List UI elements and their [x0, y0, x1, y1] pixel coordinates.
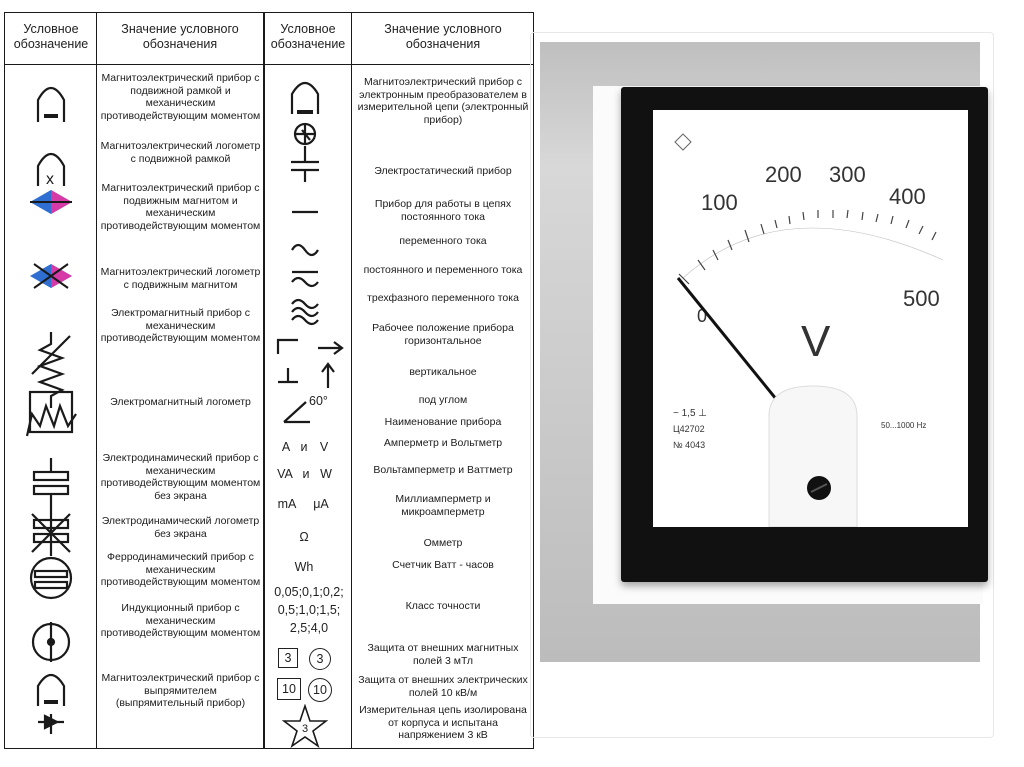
- scale-label-500: 500: [903, 286, 940, 311]
- vertical-position-icon: [278, 368, 298, 382]
- left-symbols-column: [24, 74, 78, 734]
- horizontal-position-icon: [278, 340, 298, 354]
- magnetic-protection-circle: 3: [309, 648, 331, 670]
- left-row-3-label: Магнитоэлектрический прибор с подвижным магнитом и механическим противодействующим моментом: [100, 182, 261, 232]
- left-row-8-label: Электродинамический логометр без экрана: [101, 515, 260, 540]
- header-symbol-left: Условное обозначение: [13, 22, 89, 51]
- right-row-3-label: Прибор для работы в цепях постоянного тока: [374, 198, 512, 223]
- left-row-5-label: Электромагнитный прибор с механическим противодействующим моментом: [100, 307, 261, 345]
- table-col-divider: [263, 12, 265, 749]
- right-row-7-label: Рабочее положение прибора горизонтальное: [372, 322, 514, 347]
- table-col-divider: [351, 12, 352, 749]
- left-row-7-label: Электродинамический прибор с механическим противодействующим моментом без экрана: [100, 452, 261, 502]
- right-row-1-label: Магнитоэлектрический прибор с электронным преобразователем в измерительной цепи (электронный прибор): [357, 76, 529, 126]
- left-row-11-label: Магнитоэлектрический прибор с выпрямителем (выпрямительный прибор): [101, 672, 260, 710]
- three-phase-icon: [292, 300, 318, 324]
- unit-label: V: [801, 317, 831, 366]
- right-row-19-label: Измерительная цепь изолирована от корпуса и испытана напряжением 3 кВ: [359, 704, 527, 742]
- model-label: Ц42702: [673, 424, 705, 434]
- right-row-6-label: трехфазного переменного тока: [367, 292, 519, 304]
- right-row-16-label: Класс точности: [405, 600, 481, 612]
- ac-dc-icon: [292, 272, 318, 286]
- electrostatic-icon: [291, 146, 319, 182]
- left-row-1-label: Магнитоэлектрический прибор с подвижной рамкой и механическим противодействующим моментом: [100, 72, 261, 122]
- svg-text:x: x: [46, 171, 54, 188]
- right-row-15-label: Счетчик Ватт - часов: [392, 559, 494, 571]
- ohm-mark: Ω: [299, 530, 309, 544]
- serial-label: № 4043: [673, 440, 706, 450]
- needle: [678, 278, 785, 410]
- moving-magnet-icon: [30, 190, 72, 214]
- moving-magnet-ratiometer-icon: [30, 264, 72, 288]
- left-row-6-label: Электромагнитный логометр: [110, 396, 251, 408]
- left-row-9-label: Ферродинамический прибор с механическим противодействующим моментом: [100, 551, 261, 589]
- right-row-4-label: переменного тока: [399, 235, 487, 247]
- left-row-2-label: Магнитоэлектрический логометр с подвижной рамкой: [100, 140, 261, 165]
- left-row-4-label: Магнитоэлектрический логометр с подвижным магнитом: [100, 266, 261, 291]
- accuracy-class-line-1: 0,05;0,1;0,2;: [274, 585, 344, 599]
- magnetic-protection-square: 3: [278, 648, 298, 668]
- header-meaning-left: Значение условного обозначения: [121, 22, 239, 51]
- table-border-bottom: [4, 748, 534, 749]
- table-border-left: [4, 12, 5, 749]
- ac-icon: [292, 245, 318, 255]
- header-symbol-right: Условное обозначение: [270, 22, 346, 51]
- table-header-divider: [4, 64, 534, 65]
- and-mark: и: [302, 467, 310, 481]
- angle-position-icon: [284, 402, 310, 422]
- milliampere-mark: mA: [277, 497, 297, 511]
- scale-label-300: 300: [829, 162, 866, 187]
- volt-mark: V: [319, 440, 329, 454]
- right-row-17-label: Защита от внешних магнитных полей 3 мТл: [367, 642, 519, 667]
- symbols-table: [4, 12, 534, 752]
- right-row-14-label: Омметр: [423, 537, 463, 549]
- frequency-label: 50...1000 Hz: [881, 421, 927, 430]
- table-col-divider: [96, 12, 97, 749]
- electromagnetic-coil-icon: [40, 332, 62, 408]
- insulation-test-mark: 3: [301, 723, 309, 735]
- right-row-2-label: Электростатический прибор: [374, 165, 512, 177]
- watt-mark: W: [320, 467, 332, 481]
- header-meaning-right: Значение условного обозначения: [384, 22, 502, 51]
- electric-protection-circle: 10: [308, 678, 332, 702]
- right-row-13-label: Миллиамперметр и микроамперметр: [395, 493, 491, 518]
- table-border-top: [4, 12, 534, 13]
- ampere-mark: A: [281, 440, 291, 454]
- and-mark: и: [300, 440, 308, 454]
- right-row-12-label: Вольтамперметр и Ваттметр: [373, 464, 513, 476]
- accuracy-class-line-2: 0,5;1,0;1,5;: [277, 603, 341, 617]
- left-row-10-label: Индукционный прибор с механическим противодействующим моментом: [100, 602, 261, 640]
- voltampere-mark: VA: [277, 467, 293, 481]
- right-row-5-label: постоянного и переменного тока: [363, 264, 523, 276]
- right-row-11-label: Амперметр и Вольтметр: [383, 437, 503, 449]
- scale-label-200: 200: [765, 162, 802, 187]
- right-row-9-label: под углом: [418, 394, 468, 406]
- manufacturer-logo-icon: [675, 134, 691, 150]
- right-row-8-label: вертикальное: [409, 366, 477, 378]
- watt-hour-mark: Wh: [294, 560, 314, 574]
- accuracy-class-line-3: 2,5;4,0: [289, 621, 329, 635]
- class-label: ~ 1,5 ⊥: [673, 408, 708, 419]
- right-row-18-label: Защита от внешних электрических полей 10 кВ/м: [358, 674, 528, 699]
- arrow-right-icon: [318, 342, 342, 354]
- microampere-mark: μA: [313, 497, 329, 511]
- angle-label: 60°: [309, 394, 328, 408]
- electric-protection-square: 10: [277, 678, 301, 700]
- scale-label-zero: 0: [697, 306, 708, 326]
- right-row-10-label: Наименование прибора: [384, 416, 502, 428]
- right-symbols-graphics: [266, 72, 350, 502]
- arrow-up-icon: [322, 364, 334, 388]
- scale-label-400: 400: [889, 184, 926, 209]
- meter-scale: [653, 110, 968, 527]
- scale-label-100: 100: [701, 190, 738, 215]
